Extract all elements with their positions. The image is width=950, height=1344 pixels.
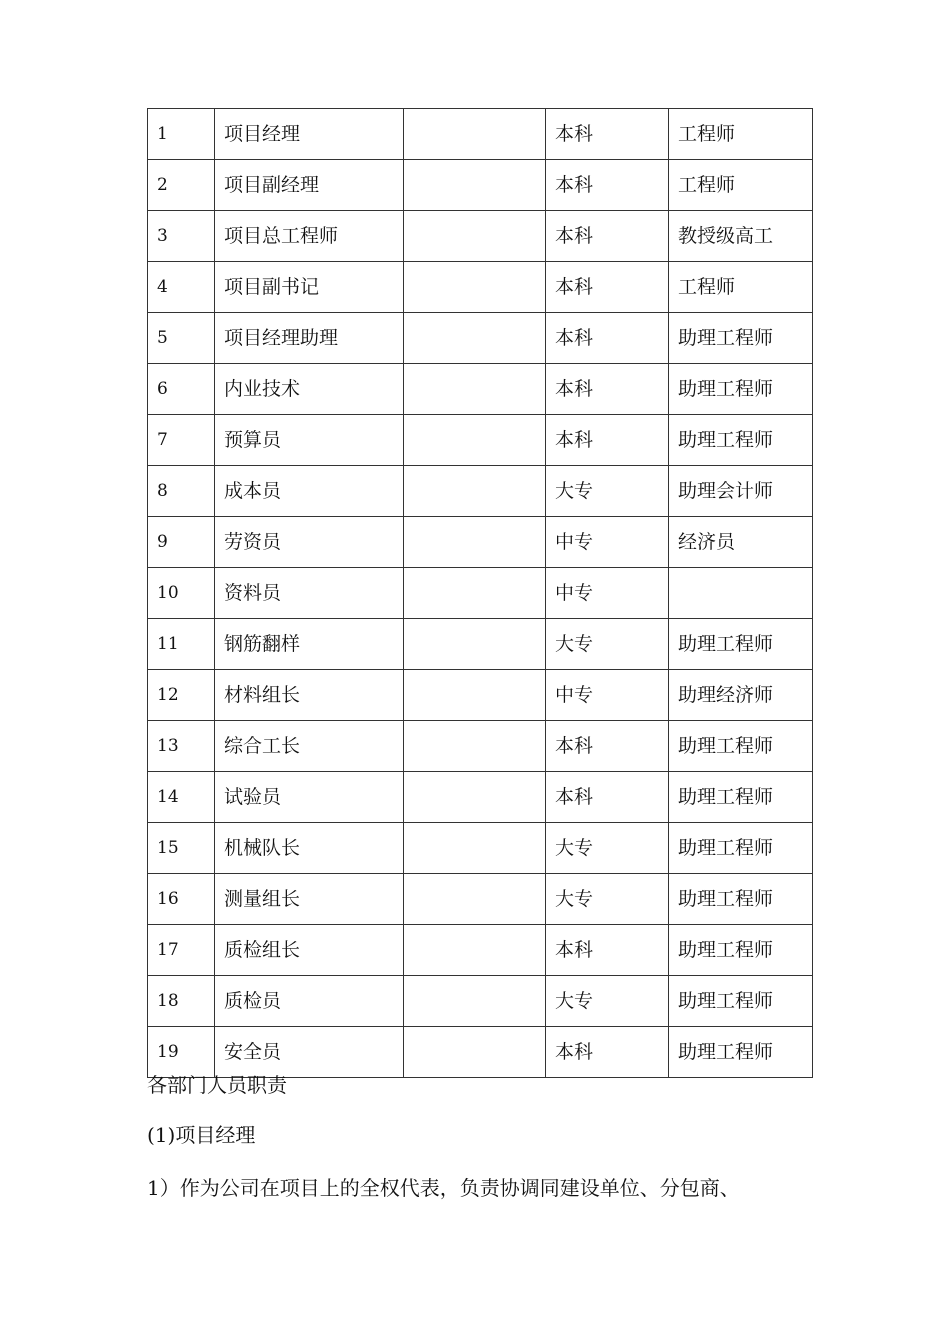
education-cell: 本科 bbox=[546, 211, 669, 262]
table-row bbox=[148, 976, 813, 1027]
row-number-cell: 9 bbox=[148, 517, 215, 568]
table-row bbox=[148, 772, 813, 823]
title-cell: 助理工程师 bbox=[669, 976, 813, 1027]
education-cell: 中专 bbox=[546, 568, 669, 619]
position-cell: 项目副书记 bbox=[215, 262, 404, 313]
education-cell: 大专 bbox=[546, 466, 669, 517]
table-row bbox=[148, 670, 813, 721]
table-row bbox=[148, 160, 813, 211]
title-cell: 工程师 bbox=[669, 160, 813, 211]
title-cell: 助理工程师 bbox=[669, 772, 813, 823]
position-cell: 质检组长 bbox=[215, 925, 404, 976]
title-cell: 经济员 bbox=[669, 517, 813, 568]
education-cell: 本科 bbox=[546, 160, 669, 211]
title-cell: 助理工程师 bbox=[669, 415, 813, 466]
duty-item-1: 1）作为公司在项目上的全权代表，负责协调同建设单位、分包商、 bbox=[147, 1176, 740, 1200]
education-cell: 本科 bbox=[546, 721, 669, 772]
name-cell bbox=[404, 517, 546, 568]
name-cell bbox=[404, 823, 546, 874]
education-cell: 本科 bbox=[546, 1027, 669, 1078]
title-cell bbox=[669, 568, 813, 619]
table-row bbox=[148, 415, 813, 466]
name-cell bbox=[404, 619, 546, 670]
title-cell: 助理工程师 bbox=[669, 721, 813, 772]
row-number-cell: 10 bbox=[148, 568, 215, 619]
name-cell bbox=[404, 568, 546, 619]
title-cell: 工程师 bbox=[669, 262, 813, 313]
row-number-cell: 19 bbox=[148, 1027, 215, 1078]
row-number-cell: 4 bbox=[148, 262, 215, 313]
position-cell: 项目经理 bbox=[215, 109, 404, 160]
position-cell: 劳资员 bbox=[215, 517, 404, 568]
position-cell: 项目总工程师 bbox=[215, 211, 404, 262]
name-cell bbox=[404, 976, 546, 1027]
position-cell: 预算员 bbox=[215, 415, 404, 466]
table-row bbox=[148, 517, 813, 568]
name-cell bbox=[404, 313, 546, 364]
row-number-cell: 12 bbox=[148, 670, 215, 721]
table-row bbox=[148, 874, 813, 925]
name-cell bbox=[404, 160, 546, 211]
table-row bbox=[148, 211, 813, 262]
education-cell: 大专 bbox=[546, 823, 669, 874]
table-row bbox=[148, 262, 813, 313]
table-row bbox=[148, 466, 813, 517]
education-cell: 大专 bbox=[546, 976, 669, 1027]
row-number-cell: 1 bbox=[148, 109, 215, 160]
education-cell: 本科 bbox=[546, 772, 669, 823]
name-cell bbox=[404, 262, 546, 313]
row-number-cell: 17 bbox=[148, 925, 215, 976]
position-cell: 钢筋翻样 bbox=[215, 619, 404, 670]
education-cell: 本科 bbox=[546, 415, 669, 466]
title-cell: 工程师 bbox=[669, 109, 813, 160]
education-cell: 本科 bbox=[546, 925, 669, 976]
education-cell: 大专 bbox=[546, 619, 669, 670]
row-number-cell: 5 bbox=[148, 313, 215, 364]
name-cell bbox=[404, 109, 546, 160]
name-cell bbox=[404, 670, 546, 721]
name-cell bbox=[404, 721, 546, 772]
staff-table bbox=[147, 108, 813, 1078]
title-cell: 教授级高工 bbox=[669, 211, 813, 262]
position-cell: 材料组长 bbox=[215, 670, 404, 721]
position-cell: 综合工长 bbox=[215, 721, 404, 772]
table-row bbox=[148, 823, 813, 874]
row-number-cell: 16 bbox=[148, 874, 215, 925]
name-cell bbox=[404, 874, 546, 925]
table-row bbox=[148, 721, 813, 772]
table-row bbox=[148, 313, 813, 364]
position-cell: 试验员 bbox=[215, 772, 404, 823]
position-cell: 成本员 bbox=[215, 466, 404, 517]
education-cell: 中专 bbox=[546, 517, 669, 568]
position-cell: 资料员 bbox=[215, 568, 404, 619]
table-row bbox=[148, 364, 813, 415]
position-cell: 机械队长 bbox=[215, 823, 404, 874]
staff-table-body bbox=[148, 109, 813, 1078]
name-cell bbox=[404, 1027, 546, 1078]
row-number-cell: 3 bbox=[148, 211, 215, 262]
education-cell: 本科 bbox=[546, 364, 669, 415]
row-number-cell: 13 bbox=[148, 721, 215, 772]
row-number-cell: 11 bbox=[148, 619, 215, 670]
row-number-cell: 8 bbox=[148, 466, 215, 517]
education-cell: 本科 bbox=[546, 109, 669, 160]
position-cell: 项目经理助理 bbox=[215, 313, 404, 364]
education-cell: 本科 bbox=[546, 262, 669, 313]
name-cell bbox=[404, 364, 546, 415]
table-row bbox=[148, 568, 813, 619]
row-number-cell: 6 bbox=[148, 364, 215, 415]
position-cell: 测量组长 bbox=[215, 874, 404, 925]
education-cell: 本科 bbox=[546, 313, 669, 364]
table-row bbox=[148, 109, 813, 160]
section-heading: 各部门人员职责 bbox=[147, 1073, 287, 1097]
row-number-cell: 15 bbox=[148, 823, 215, 874]
title-cell: 助理经济师 bbox=[669, 670, 813, 721]
name-cell bbox=[404, 211, 546, 262]
name-cell bbox=[404, 925, 546, 976]
position-cell: 内业技术 bbox=[215, 364, 404, 415]
position-cell: 安全员 bbox=[215, 1027, 404, 1078]
table-row bbox=[148, 925, 813, 976]
position-cell: 质检员 bbox=[215, 976, 404, 1027]
table-row bbox=[148, 619, 813, 670]
title-cell: 助理工程师 bbox=[669, 313, 813, 364]
subsection-heading: (1)项目经理 bbox=[147, 1123, 256, 1147]
table-row bbox=[148, 1027, 813, 1078]
row-number-cell: 2 bbox=[148, 160, 215, 211]
title-cell: 助理工程师 bbox=[669, 619, 813, 670]
title-cell: 助理会计师 bbox=[669, 466, 813, 517]
row-number-cell: 18 bbox=[148, 976, 215, 1027]
title-cell: 助理工程师 bbox=[669, 1027, 813, 1078]
row-number-cell: 7 bbox=[148, 415, 215, 466]
position-cell: 项目副经理 bbox=[215, 160, 404, 211]
education-cell: 中专 bbox=[546, 670, 669, 721]
title-cell: 助理工程师 bbox=[669, 925, 813, 976]
name-cell bbox=[404, 772, 546, 823]
row-number-cell: 14 bbox=[148, 772, 215, 823]
name-cell bbox=[404, 415, 546, 466]
title-cell: 助理工程师 bbox=[669, 874, 813, 925]
title-cell: 助理工程师 bbox=[669, 823, 813, 874]
name-cell bbox=[404, 466, 546, 517]
education-cell: 大专 bbox=[546, 874, 669, 925]
title-cell: 助理工程师 bbox=[669, 364, 813, 415]
